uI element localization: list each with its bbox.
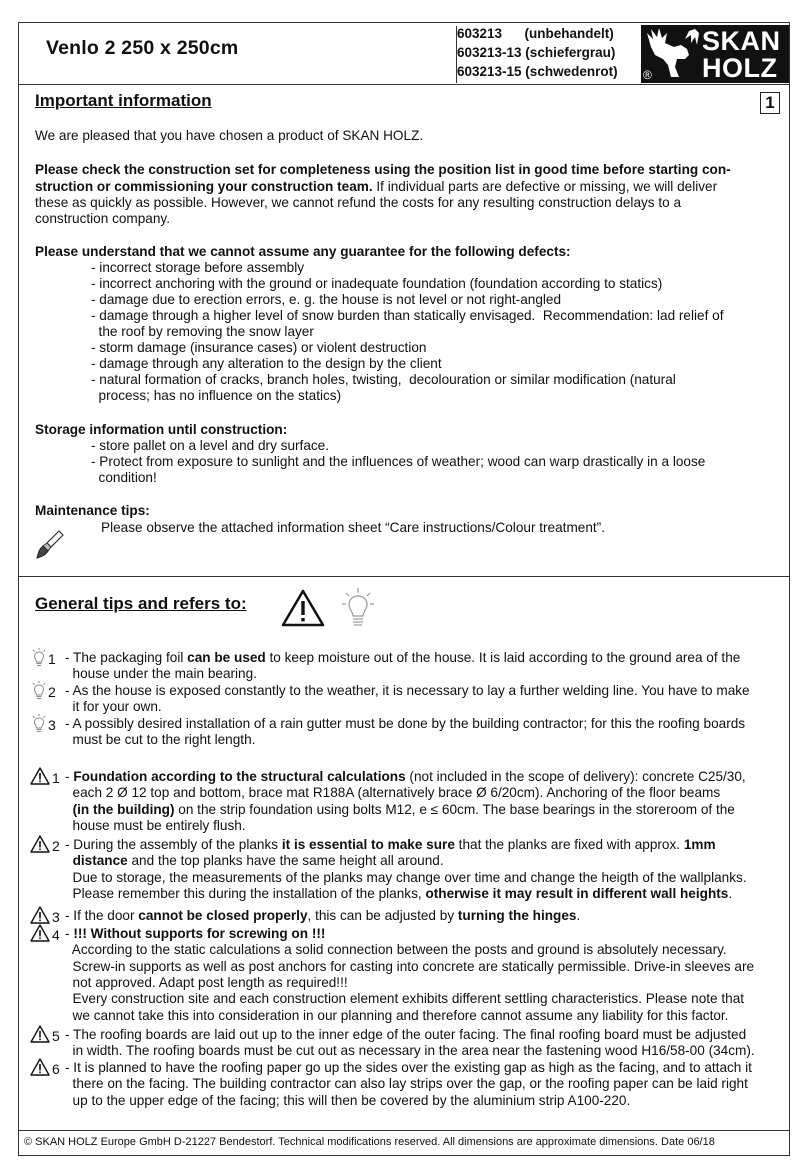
entry-line: [65, 926, 325, 942]
footer-text: © SKAN HOLZ Europe GmbH D-21227 Bendestorf. Technical modifications reserved. All dimensions are approximate dimensions. Date 06/18: [24, 1136, 715, 1148]
entry-line: [65, 1027, 746, 1043]
bold-segment: !!! Without supports for screwing on !!!: [73, 926, 326, 941]
logo-word-holz: HOLZ: [702, 53, 778, 83]
text-segment: it for your own.: [65, 699, 162, 715]
product-title: Venlo 2 250 x 250cm: [46, 37, 239, 59]
article-code-1: 603213 (unbehandelt): [457, 26, 614, 41]
entry-line: [65, 837, 716, 853]
storage-heading: Storage information until construction:: [35, 422, 288, 437]
lightbulb-icon: [341, 587, 375, 631]
intro-text: We are pleased that you have chosen a product of SKAN HOLZ.: [35, 128, 424, 143]
guarantee-item: - natural formation of cracks, branch holes, twisting, decolouration or similar modification (natural: [91, 372, 676, 387]
entry-line: [65, 1093, 630, 1109]
text-segment: (not included in the scope of delivery): concrete C25/30,: [405, 769, 746, 784]
text-segment: -: [65, 769, 74, 784]
entry-line: [65, 959, 754, 975]
guarantee-item: - incorrect storage before assembly: [91, 260, 305, 275]
text-segment: we cannot take this into consideration in our planning and therefore cannot assume any liability for this factor.: [65, 1007, 729, 1023]
entry-line: [65, 942, 727, 958]
check-bold-part: struction or commissioning your construction team.: [35, 179, 373, 194]
section-title-general-tips: General tips and refers to:: [35, 594, 247, 613]
article-codes: [456, 26, 646, 83]
entry-line: [65, 1008, 728, 1024]
lightbulb-icon: [31, 648, 47, 668]
entry-number: 4: [52, 927, 60, 943]
text-segment: - The packaging foil: [65, 650, 188, 665]
guarantee-item: - storm damage (insurance cases) or violent destruction: [91, 340, 427, 355]
text-segment: - If the door: [65, 908, 139, 923]
text-segment: that the planks are fixed with approx.: [454, 837, 684, 852]
entry-number: 2: [52, 838, 60, 854]
guarantee-item: - damage through any alteration to the design by the client: [91, 356, 442, 371]
text-segment: .: [576, 908, 581, 923]
text-segment: - The roofing boards are laid out up to the inner edge of the outer facing. The final roofing board must be adjusted: [65, 1027, 747, 1042]
text-segment: Every construction site and each construction element exhibits different settling characteristics. Please note that: [65, 991, 745, 1007]
warning-triangle-icon: [30, 835, 50, 853]
text-segment: - It is planned to have the roofing paper go up the sides over the existing gap as high as the facing, and to attach it: [65, 1060, 752, 1075]
text-segment: [65, 853, 73, 868]
entry-line: [65, 991, 744, 1007]
section-title-important: Important information: [35, 91, 212, 110]
bold-segment: 1mm: [683, 837, 716, 852]
entry-number: 5: [52, 1028, 60, 1044]
bold-segment: distance: [72, 853, 128, 869]
text-segment: Due to storage, the measurements of the planks may change over time and change the heigth of the wallplanks.: [65, 869, 747, 885]
text-segment: - During the assembly of the planks: [65, 837, 282, 852]
skan-holz-logo: [641, 25, 789, 83]
entry-number: 6: [52, 1061, 60, 1077]
warning-triangle-icon: [30, 1058, 50, 1076]
text-segment: there on the facing. The building contractor can also lay strips over the gap, or the roofing paper can be laid right: [65, 1076, 748, 1092]
entry-line: [65, 769, 746, 785]
entry-line: [65, 732, 255, 748]
check-text-line-1: Please check the construction set for completeness using the position list in good time before starting con-: [35, 162, 731, 177]
guarantee-item: process; has no influence on the statics): [91, 388, 342, 403]
bold-segment: (in the building): [72, 801, 175, 817]
text-segment: According to the static calculations a solid connection between the posts and ground is absolutely necessary.: [65, 942, 727, 958]
guarantee-item: the roof by removing the snow layer: [91, 324, 314, 339]
section-divider: [19, 576, 789, 577]
entry-line: [65, 1060, 752, 1076]
entry-line: [65, 802, 735, 818]
warning-triangle-icon: [30, 767, 50, 785]
maintenance-heading: Maintenance tips:: [35, 503, 150, 518]
text-segment: Screw-in supports as well as post anchors for casting into concrete are statically permissible. Drive-in sleeves are: [65, 958, 755, 974]
article-code-2: 603213-13 (schiefergrau): [457, 45, 616, 60]
bold-segment: otherwise it may result in different wall heights: [425, 885, 729, 901]
lightbulb-icon: [31, 681, 47, 701]
storage-item: - store pallet on a level and dry surface.: [91, 438, 330, 453]
instruction-page: [18, 22, 790, 1156]
text-segment: Please remember this during the installation of the planks,: [65, 885, 426, 901]
maintenance-text: Please observe the attached information sheet “Care instructions/Colour treatment”.: [101, 520, 605, 535]
warning-triangle-icon: [30, 906, 50, 924]
entry-line: [65, 1043, 755, 1059]
text-segment: up to the upper edge of the facing; this will then be covered by the aluminium strip A100-220.: [65, 1092, 631, 1108]
header: [19, 23, 789, 85]
entry-line: [65, 886, 732, 902]
entry-line: [65, 683, 750, 699]
text-segment: house must be entirely flush.: [65, 817, 246, 833]
text-segment: - As the house is exposed constantly to the weather, it is necessary to lay a further welding line. You have to make: [65, 683, 750, 698]
entry-line: [65, 716, 745, 732]
bold-segment: Foundation according to the structural calculations: [73, 769, 406, 784]
article-code-3: 603213-15 (schwedenrot): [457, 64, 618, 79]
check-normal-part: If individual parts are defective or missing, we will deliver: [372, 179, 718, 194]
text-segment: - A possibly desired installation of a rain gutter must be done by the building contractor; for this the roofing boards: [65, 716, 746, 731]
entry-line: [65, 870, 747, 886]
guarantee-item: - damage through a higher level of snow burden than statically envisaged. Recommendation: lad relief of: [91, 308, 724, 323]
text-segment: house under the main bearing.: [65, 666, 257, 682]
entry-line: [65, 666, 257, 682]
warning-triangle-icon: [30, 924, 50, 942]
footer-divider: [19, 1130, 789, 1131]
entry-line: [65, 853, 444, 869]
guarantee-item: - damage due to erection errors, e. g. the house is not level or not right-angled: [91, 292, 562, 307]
logo-word-skan: SKAN: [702, 26, 781, 56]
paintbrush-icon: [35, 529, 65, 559]
text-segment: , this can be adjusted by: [307, 908, 458, 923]
text-segment: in width. The roofing boards must be cut out as necessary in the area near the fastening wood H16/58-00 (34cm).: [65, 1043, 755, 1059]
entry-line: [65, 818, 246, 834]
entry-line: [65, 650, 740, 666]
warning-triangle-icon: [281, 589, 325, 627]
bold-segment: can be used: [187, 650, 266, 665]
text-segment: must be cut to the right length.: [65, 732, 256, 748]
registered-mark: ®: [643, 68, 652, 82]
text-segment: and the top planks have the same height all around.: [127, 853, 444, 869]
text-segment: not approved. Adapt post length as required!!!: [65, 974, 348, 990]
text-segment: [65, 802, 73, 817]
entry-line: [65, 975, 348, 991]
entry-number: 1: [52, 770, 60, 786]
storage-item: condition!: [91, 470, 157, 485]
storage-item: - Protect from exposure to sunlight and the influences of weather; wood can warp drastically in a loose: [91, 454, 706, 469]
entry-line: [65, 785, 720, 801]
entry-number: 3: [48, 717, 56, 733]
entry-number: 3: [52, 909, 60, 925]
check-text-line-3: these as quickly as possible. However, we cannot refund the costs for any resulting construction delays to a: [35, 195, 682, 210]
text-segment: -: [65, 926, 74, 941]
entry-number: 1: [48, 651, 56, 667]
bold-segment: it is essential to make sure: [281, 837, 455, 852]
text-segment: each 2 Ø 12 top and bottom, brace mat R188A (alternatively brace Ø 6/20cm). Anchoring of the floor beams: [65, 785, 721, 801]
warning-triangle-icon: [30, 1025, 50, 1043]
check-text-line-4: construction company.: [35, 211, 170, 226]
lightbulb-icon: [31, 714, 47, 734]
check-text-line-2: [35, 179, 717, 195]
bold-segment: turning the hinges: [457, 908, 577, 923]
entry-line: [65, 1076, 748, 1092]
guarantee-item: - incorrect anchoring with the ground or inadequate foundation (foundation according to statics): [91, 276, 663, 291]
page-number: 1: [760, 92, 780, 114]
text-segment: on the strip foundation using bolts M12, e ≤ 60cm. The base bearings in the storeroom of the: [174, 801, 735, 817]
text-segment: to keep moisture out of the house. It is laid according to the ground area of the: [265, 650, 741, 665]
guarantee-heading: Please understand that we cannot assume any guarantee for the following defects:: [35, 244, 571, 259]
bold-segment: cannot be closed properly: [138, 908, 308, 923]
entry-line: [65, 908, 580, 924]
entry-number: 2: [48, 684, 56, 700]
entry-line: [65, 699, 162, 715]
text-segment: .: [728, 885, 733, 901]
